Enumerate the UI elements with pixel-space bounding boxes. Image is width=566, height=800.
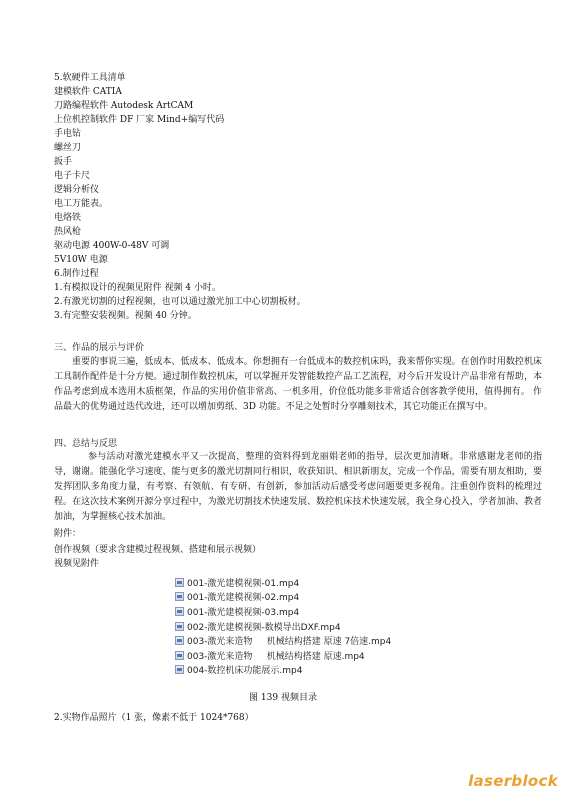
file-name: 003-激光来造物 机械结构搭建 原速 7倍速.mp4 xyxy=(187,637,392,648)
video-heading: 创作视频（要求含建模过程视频、搭建和展示视频） xyxy=(54,545,262,555)
process-item: 2.有激光切割的过程视频，也可以通过激光加工中心切割板材。 xyxy=(54,297,306,307)
video-file-icon xyxy=(175,665,184,674)
file-name: 001-激光建模视频-03.mp4 xyxy=(187,607,300,618)
tool-item: 5V10W 电源 xyxy=(54,255,108,265)
section3-title: 三、作品的展示与评价 xyxy=(54,343,145,353)
file-name: 002-激光建模视频-数模导出DXF.mp4 xyxy=(187,622,341,633)
section4-body: 参与活动对激光建模水平又一次提高，整理的资料得到龙丽娟老师的指导，层次更加清晰。非常感谢龙老师的指导，谢谢。能强化学习速度、能与更多的激光切割同行相识，收获知识、相识新朋友，完成一个作品，需要有朋友相助，要发挥团队多角度力量，有考察、有领航、有专研、有创新，参加活动后感受考虑问题要更多视角。注重创作资料的梳理过程。在这次技术案例开源分享过程中，为激光切割技术快速发展、数控机床技术快速发展，我全身心投入，学者加油、教者加油，为掌握核心技术加油。 xyxy=(54,452,542,522)
tool-item: 电烙铁 xyxy=(54,213,82,223)
file-item[interactable] xyxy=(175,619,435,634)
tool-item: 建模软件 CATIA xyxy=(54,87,122,97)
tool-item: 上位机控制软件 DF 厂家 Mind+编写代码 xyxy=(54,115,225,125)
file-item[interactable] xyxy=(175,663,435,678)
process-item: 3.有完整安装视频。视频 40 分钟。 xyxy=(54,311,197,321)
video-file-icon xyxy=(175,607,184,616)
video-label: 视频见附件 xyxy=(54,559,100,569)
video-file-icon xyxy=(175,636,184,645)
process-item: 1.有模拟设计的视频见附件 视频 4 小时。 xyxy=(54,283,221,293)
photo-requirement: 2.实物作品照片（1 张，像素不低于 1024*768） xyxy=(54,713,254,723)
video-file-icon xyxy=(175,578,184,587)
section3-body: 重要的事说三遍，低成本、低成本、低成本。你想拥有一台低成本的数控机床吗，我来帮你实现。在创作时用数控机床工具制作配件是十分方便。通过制作数控机床，可以掌握开发智能数控产品工艺流程，对今后开发设计产品非常有帮助，本作品考虑到成本选用木质框架，作品的实用价值非常高、一机多用，价位低功能多非常适合创客教学使用，值得拥有。 作品最大的优势通过迭代改进，还可以增加剪纸、3D 功能。不足之处暂时分享雕刻技术，其它功能正在撰写中。 xyxy=(54,357,542,412)
tool-item: 手电钻 xyxy=(54,129,82,139)
attachments-label: 附件： xyxy=(54,529,82,539)
video-file-icon xyxy=(175,651,184,660)
file-item[interactable] xyxy=(175,633,435,648)
file-name: 001-激光建模视频-01.mp4 xyxy=(187,578,300,589)
figure-caption: 图 139 视频目录 xyxy=(249,693,317,703)
tool-item: 驱动电源 400W-0-48V 可调 xyxy=(54,241,170,251)
video-file-icon xyxy=(175,592,184,601)
section6-title: 6.制作过程 xyxy=(54,269,99,279)
file-item[interactable] xyxy=(175,648,435,663)
tool-item: 电子卡尺 xyxy=(54,171,91,181)
file-name: 001-激光建模视频-02.mp4 xyxy=(187,593,300,604)
tool-item: 电工万能表。 xyxy=(54,199,109,209)
watermark-logo: laserblock xyxy=(468,772,558,790)
section4-title: 四、总结与反思 xyxy=(54,439,118,449)
tool-item: 逻辑分析仪 xyxy=(54,185,100,195)
section5-title: 5.软硬件工具清单 xyxy=(54,73,126,83)
file-item[interactable] xyxy=(175,575,435,590)
tool-item: 螺丝刀 xyxy=(54,143,82,153)
video-file-icon xyxy=(175,622,184,631)
file-name: 003-激光来造物 机械结构搭建 原速.mp4 xyxy=(187,651,365,662)
file-name: 004-数控机床功能展示.mp4 xyxy=(187,666,303,677)
video-file-list xyxy=(175,575,435,677)
tool-item: 热风枪 xyxy=(54,227,82,237)
file-item[interactable] xyxy=(175,604,435,619)
file-item[interactable] xyxy=(175,590,435,605)
tool-item: 刀路编程软件 Autodesk ArtCAM xyxy=(54,101,194,111)
tool-item: 扳手 xyxy=(54,157,73,167)
